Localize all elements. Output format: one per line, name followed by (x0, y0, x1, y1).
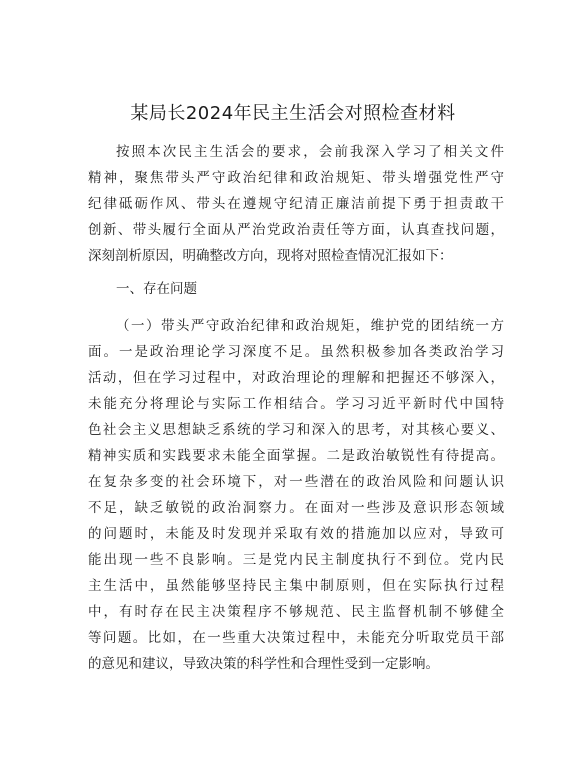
paragraph-line: 在复杂多变的社会环境下，对一些潜在的政治风险和问题认识 (88, 474, 504, 490)
paragraph-line: 的问题时，未能及时发现并采取有效的措施加以应对，导致可 (88, 526, 504, 542)
paragraph-line: 不足，缺乏敏锐的政治洞察力。在面对一些涉及意识形态领域 (88, 500, 504, 516)
paragraph-line: 的意见和建议，导致决策的科学性和合理性受到一定影响。 (88, 656, 439, 672)
paragraph-line: 面。一是政治理论学习深度不足。虽然积极参加各类政治学习 (88, 344, 504, 360)
section-paragraph (88, 313, 504, 677)
document-title: 某局长2024年民主生活会对照检查材料 (130, 103, 456, 124)
paragraph-line: 精神，聚焦带头严守政治纪律和政治规矩、带头增强党性严守 (88, 170, 504, 186)
paragraph-line: 能出现一些不良影响。三是党内民主制度执行不到位。党内民 (88, 552, 504, 568)
paragraph-line: 中，有时存在民主决策程序不够规范、民主监督机制不够健全 (88, 604, 504, 620)
paragraph-line: 深刻剖析原因，明确整改方向，现将对照检查情况汇报如下： (88, 248, 453, 264)
paragraph-line: 纪律砥砺作风、带头在遵规守纪清正廉洁前提下勇于担责敢干 (88, 196, 504, 212)
paragraph-line: 等问题。比如，在一些重大决策过程中，未能充分听取党员干部 (88, 630, 504, 646)
paragraph-line: （一）带头严守政治纪律和政治规矩，维护党的团结统一方 (116, 318, 504, 334)
section-heading: 一、存在问题 (116, 281, 197, 297)
paragraph-line: 精神实质和实践要求未能全面掌握。二是政治敏锐性有待提高。 (88, 448, 504, 464)
paragraph-line: 按照本次民主生活会的要求，会前我深入学习了相关文件 (116, 144, 504, 160)
paragraph-line: 主生活中，虽然能够坚持民主集中制原则，但在实际执行过程 (88, 578, 504, 594)
paragraph-line: 未能充分将理论与实际工作相结合。学习习近平新时代中国特 (88, 396, 504, 412)
intro-paragraph (88, 139, 504, 269)
paragraph-line: 色社会主义思想缺乏系统的学习和深入的思考，对其核心要义、 (88, 422, 504, 438)
paragraph-line: 创新、带头履行全面从严治党政治责任等方面，认真查找问题， (88, 222, 504, 238)
paragraph-line: 活动，但在学习过程中，对政治理论的理解和把握还不够深入， (88, 370, 504, 386)
